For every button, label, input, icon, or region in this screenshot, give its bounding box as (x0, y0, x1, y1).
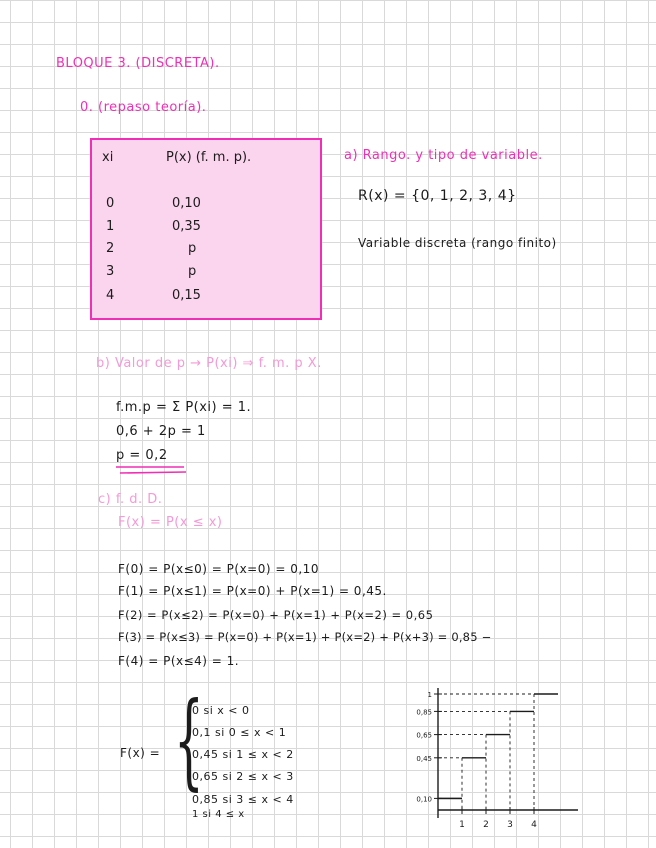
part-b-title: b) Valor de p → P(xi) ⇒ f. m. p X. (96, 356, 322, 371)
section-subheading: 0. (repaso teoría). (80, 100, 207, 115)
table-header-xi: xi (102, 150, 114, 165)
y-tick-label: 0,85 (416, 708, 432, 717)
cdf-line: F(4) = P(x≤4) = 1. (118, 654, 240, 668)
probability-table (90, 138, 322, 320)
x-tick-label: 3 (507, 820, 513, 830)
cdf-line: F(3) = P(x≤3) = P(x=0) + P(x=1) + P(x=2) + P(x+3) = 0,85 − (118, 630, 492, 644)
x-tick-label: 2 (483, 820, 489, 830)
cdf-line: F(0) = P(x≤0) = P(x=0) = 0,10 (118, 562, 319, 576)
table-cell-x: 3 (106, 264, 115, 279)
equation-line: 0,6 + 2p = 1 (116, 424, 206, 439)
table-cell-p: 0,10 (172, 196, 201, 211)
piecewise-case: 1 si 4 ≤ x (192, 809, 245, 820)
range-set: R(x) = {0, 1, 2, 3, 4} (358, 188, 517, 204)
piecewise-case: 0,85 si 3 ≤ x < 4 (192, 793, 294, 806)
table-cell-p: p (188, 264, 197, 279)
table-cell-p: 0,15 (172, 288, 201, 303)
x-tick-label: 1 (459, 820, 465, 830)
variable-type: Variable discreta (rango finito) (358, 236, 557, 250)
cdf-definition: F(x) = P(x ≤ x) (118, 515, 223, 530)
part-c-title: c) f. d. D. (98, 492, 163, 507)
table-cell-x: 1 (106, 219, 115, 234)
table-header-px: P(x) (f. m. p). (166, 150, 252, 165)
x-tick-label: 4 (531, 820, 537, 830)
table-cell-p: 0,35 (172, 219, 201, 234)
y-tick-label: 1 (427, 691, 432, 699)
pmf-sum-line: f.m.p = Σ P(xi) = 1. (116, 400, 252, 415)
y-tick-label: 0,45 (416, 754, 432, 763)
result-underline (114, 464, 194, 478)
piecewise-label: F(x) = (120, 746, 161, 760)
part-a-title: a) Rango. y tipo de variable. (344, 148, 543, 163)
y-tick-label: 0,65 (416, 731, 432, 740)
y-tick-label: 0,10 (416, 795, 432, 804)
page-heading: BLOQUE 3. (DISCRETA). (56, 56, 220, 71)
piecewise-case: 0,1 si 0 ≤ x < 1 (192, 726, 287, 739)
cdf-step-chart (404, 684, 634, 834)
table-cell-x: 2 (106, 241, 115, 256)
cdf-line: F(1) = P(x≤1) = P(x=0) + P(x=1) = 0,45. (118, 584, 387, 598)
table-cell-x: 4 (106, 288, 115, 303)
piecewise-case: 0 si x < 0 (192, 704, 250, 717)
table-cell-x: 0 (106, 196, 115, 211)
piecewise-brace: { (174, 679, 205, 801)
p-result: p = 0,2 (116, 448, 168, 463)
piecewise-case: 0,65 si 2 ≤ x < 3 (192, 770, 294, 783)
table-cell-p: p (188, 241, 197, 256)
cdf-line: F(2) = P(x≤2) = P(x=0) + P(x=1) + P(x=2) = 0,65 (118, 608, 434, 622)
piecewise-case: 0,45 si 1 ≤ x < 2 (192, 748, 294, 761)
